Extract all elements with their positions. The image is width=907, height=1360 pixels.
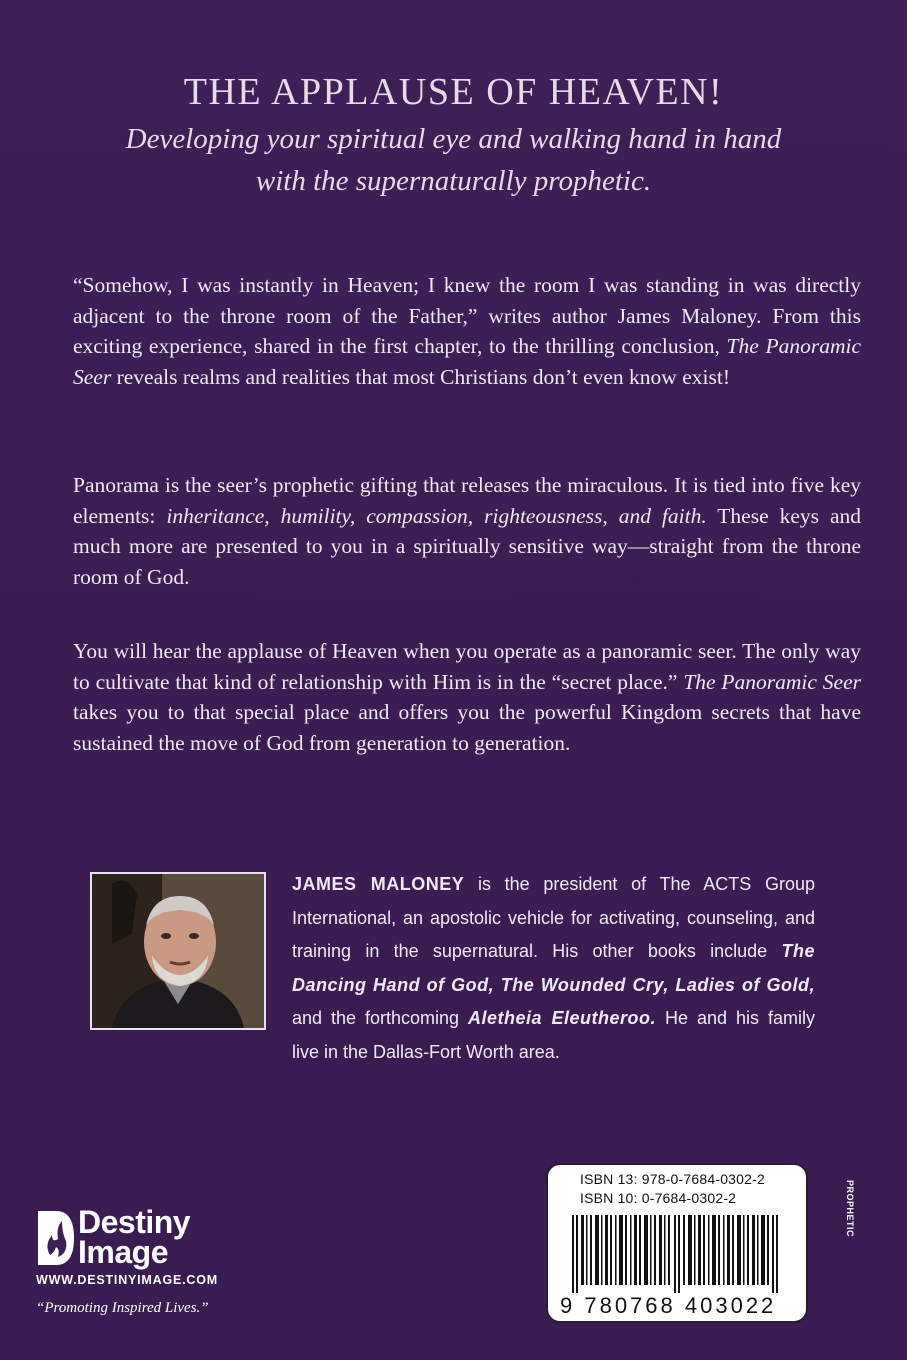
paragraph-intro-text-a: “Somehow, I was instantly in Heaven; I knew the room I was standing in was directly adjacent to the throne room of the Father,” writes author James Maloney. From this exciting experience, shared in the first chapter, to the thrilling conclusion,: [73, 273, 861, 358]
paragraph-applause-text-b: takes you to that special place and offers you the powerful Kingdom secrets that have sustained the move of God from generation to generation.: [73, 700, 861, 755]
paragraph-panorama-text-b: These keys and much more are presented to you in a spiritually sensitive way—straight from the throne room of God.: [73, 503, 861, 589]
barcode-icon: [572, 1215, 786, 1293]
logo-word-image: Image: [78, 1234, 168, 1270]
author-bio-text-a: is the president of The ACTS Group International, an apostolic vehicle for activating, counseling, and training in the supernatural. His other books include: [292, 874, 815, 961]
author-bio: [292, 868, 815, 1069]
barcode-panel: [546, 1163, 808, 1323]
tagline-line-1: Developing your spiritual eye and walking hand in hand: [125, 123, 782, 155]
tagline: [60, 118, 847, 202]
paragraph-intro-text-b: reveals realms and realities that most Christians don’t even know exist!: [111, 364, 730, 389]
book-title: The Panoramic Seer: [683, 669, 861, 694]
tagline-line-2: with the supernaturally prophetic.: [255, 165, 652, 197]
barcode-digits: 9 780768 403022: [560, 1293, 777, 1318]
isbn-10: ISBN 10: 0-7684-0302-2: [580, 1190, 737, 1206]
author-photo: [90, 872, 266, 1030]
author-name: JAMES MALONEY: [292, 874, 465, 894]
publisher-url: WWW.DESTINYIMAGE.COM: [36, 1273, 218, 1287]
paragraph-intro: [73, 270, 861, 392]
logo-word-destiny: Destiny: [78, 1204, 191, 1240]
publisher-motto: “Promoting Inspired Lives.”: [36, 1300, 209, 1316]
book-title: The Panoramic Seer: [73, 334, 862, 389]
paragraph-applause: [73, 636, 861, 758]
isbn-13: ISBN 13: 978-0-7684-0302-2: [580, 1171, 765, 1187]
forthcoming-book: Aletheia Eleutheroo.: [468, 1008, 657, 1028]
author-bio-text-b: and the forthcoming: [292, 1008, 469, 1028]
flame-d-icon: [36, 1209, 76, 1267]
author-bio-text-c: He and his family live in the Dallas-Fort Worth area.: [292, 1008, 815, 1062]
author-portrait-icon: [92, 874, 264, 1028]
headline: THE APPLAUSE OF HEAVEN!: [183, 71, 724, 113]
key-elements: inheritance, humility, compassion, righteousness, and faith.: [166, 503, 707, 528]
paragraph-panorama-text-a: Panorama is the seer’s prophetic gifting that releases the miraculous. It is tied into five key elements:: [73, 473, 861, 528]
paragraph-applause-text-a: You will hear the applause of Heaven when you operate as a panoramic seer. The only way to cultivate that kind of relationship with Him is in the “secret place.”: [73, 639, 861, 694]
paragraph-panorama: [73, 470, 861, 592]
other-books: The Dancing Hand of God, The Wounded Cry, Ladies of Gold,: [292, 941, 815, 995]
category-label: PROPHETIC: [845, 1180, 855, 1238]
